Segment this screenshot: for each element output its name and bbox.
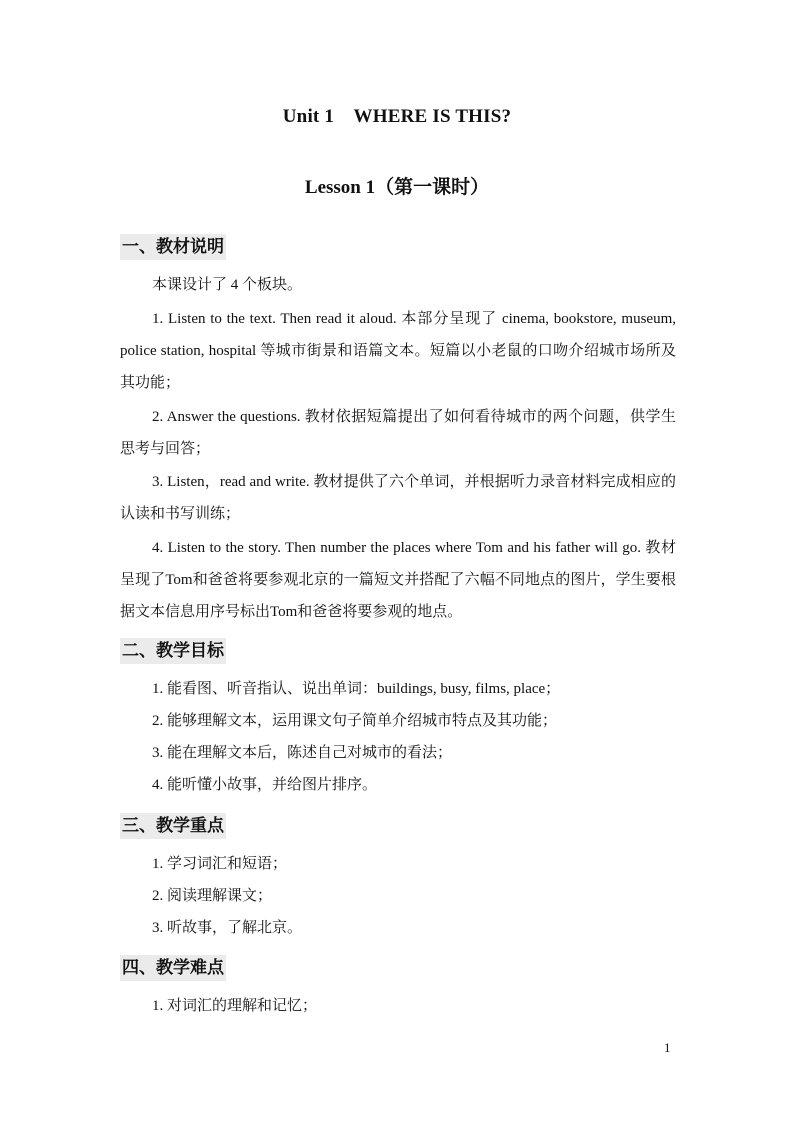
materials-intro: 本课设计了 4 个板块。 (152, 277, 303, 293)
objective-item-1: 1. 能看图、听音指认、说出单词：buildings, busy, films, place； (152, 681, 561, 697)
materials-item-1: 1. Listen to the text. Then read it aloud. 本部分呈现了 cinema, bookstore, museum, police station, hospital 等城市街景和语篇文本。短篇以小老鼠的口吻介绍城市场所及其功能； (120, 311, 676, 391)
section-heading-key-points: 三、教学重点 (120, 813, 226, 839)
objective-item-2: 2. 能够理解文本，运用课文句子简单介绍城市特点及其功能； (152, 713, 558, 729)
section-heading-difficulties: 四、教学难点 (120, 955, 226, 981)
key-point-item-1: 1. 学习词汇和短语； (152, 856, 288, 872)
objective-item-3: 3. 能在理解文本后，陈述自己对城市的看法； (152, 745, 453, 761)
key-point-item-3: 3. 听故事，了解北京。 (152, 920, 303, 936)
materials-item-4: 4. Listen to the story. Then number the places where Tom and his father will go. 教材呈现了Tom和爸爸将要参观北京的一篇短文并搭配了六幅不同地点的图片，学生要根据文本信息用序号标出Tom和爸爸将要参观的地点。 (120, 540, 676, 620)
section-heading-materials: 一、教材说明 (120, 234, 226, 260)
difficulty-item-1: 1. 对词汇的理解和记忆； (152, 998, 318, 1014)
materials-item-2: 2. Answer the questions. 教材依据短篇提出了如何看待城市的两个问题，供学生思考与回答； (120, 409, 676, 457)
section-heading-objectives: 二、教学目标 (120, 638, 226, 664)
lesson-title: Lesson 1（第一课时） (304, 177, 490, 198)
page-number: 1 (664, 1040, 671, 1055)
unit-title: Unit 1 WHERE IS THIS? (282, 106, 512, 127)
objective-item-4: 4. 能听懂小故事，并给图片排序。 (152, 777, 378, 793)
materials-item-3: 3. Listen，read and write. 教材提供了六个单词，并根据听力录音材料完成相应的认读和书写训练； (120, 474, 676, 522)
key-point-item-2: 2. 阅读理解课文； (152, 888, 273, 904)
